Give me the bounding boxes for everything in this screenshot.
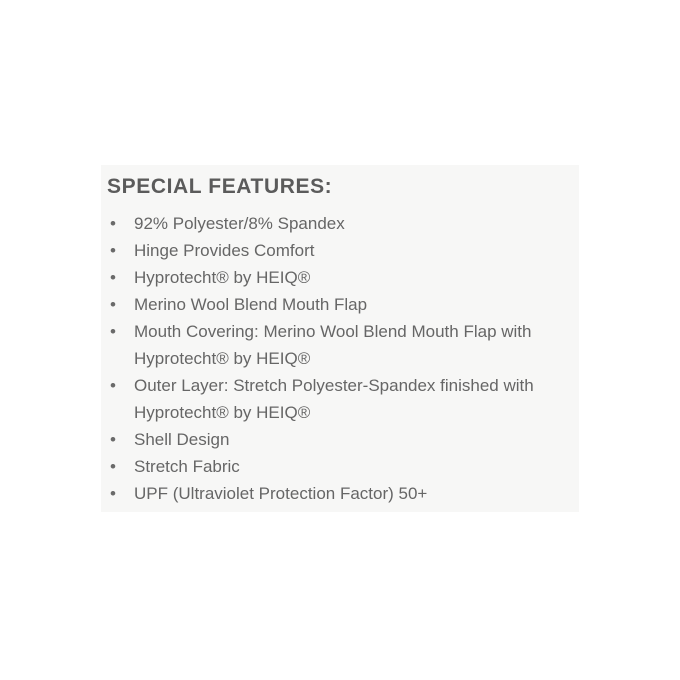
feature-item-hinge	[107, 237, 584, 264]
bullet-icon: •	[110, 430, 116, 449]
feature-text: Hyprotecht® by HEIQ®	[134, 268, 311, 287]
feature-text: Stretch Fabric	[134, 457, 240, 476]
bullet-icon: •	[110, 241, 116, 260]
feature-item-upf	[107, 480, 584, 507]
bullet-icon: •	[110, 295, 116, 314]
feature-text: 92% Polyester/8% Spandex	[134, 214, 345, 233]
feature-text: Outer Layer: Stretch Polyester-Spandex finished with Hyprotecht® by HEIQ®	[134, 376, 534, 422]
feature-text: Merino Wool Blend Mouth Flap	[134, 295, 368, 314]
feature-item-mouth-covering	[107, 318, 584, 372]
feature-item-shell-design	[107, 426, 584, 453]
special-features-heading: SPECIAL FEATURES:	[107, 175, 333, 198]
feature-item-mouth-flap	[107, 291, 584, 318]
feature-item-outer-layer	[107, 372, 584, 426]
bullet-icon: •	[110, 322, 116, 341]
feature-text: Hinge Provides Comfort	[134, 241, 315, 260]
feature-text: Shell Design	[134, 430, 230, 449]
bullet-icon: •	[110, 268, 116, 287]
feature-item-material	[107, 210, 584, 237]
special-features-panel	[101, 165, 579, 512]
feature-item-hyprotecht	[107, 264, 584, 291]
feature-text: UPF (Ultraviolet Protection Factor) 50+	[134, 484, 428, 503]
bullet-icon: •	[110, 484, 116, 503]
bullet-icon: •	[110, 376, 116, 395]
feature-item-stretch-fabric	[107, 453, 584, 480]
features-list	[107, 210, 579, 507]
bullet-icon: •	[110, 457, 116, 476]
feature-text: Mouth Covering: Merino Wool Blend Mouth Flap with Hyprotecht® by HEIQ®	[134, 322, 532, 368]
bullet-icon: •	[110, 214, 116, 233]
